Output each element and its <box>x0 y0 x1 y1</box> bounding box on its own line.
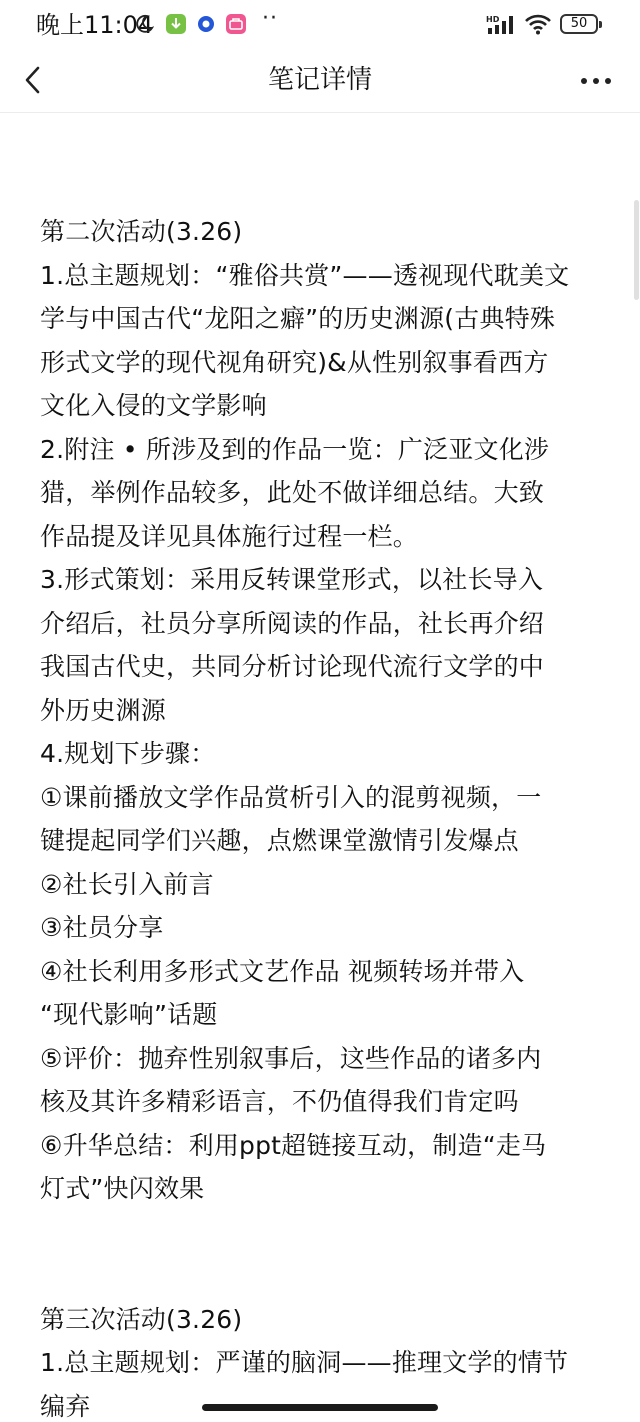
note-line: 文化入侵的文学影响 <box>40 391 267 420</box>
note-line: 1.总主题规划：严谨的脑洞——推理文学的情节 <box>40 1348 569 1377</box>
note-line: ④社长利用多形式文艺作品 视频转场并带入 <box>40 956 525 986</box>
scrollbar[interactable] <box>634 200 639 300</box>
signal-icon <box>486 13 518 35</box>
status-time: 晚上11:04 <box>36 11 154 39</box>
home-indicator[interactable] <box>202 1404 438 1411</box>
section-spacer <box>40 1211 615 1298</box>
note-line: 4.规划下步骤： <box>40 739 216 768</box>
note-content <box>40 210 615 1422</box>
nav-bar <box>0 50 640 113</box>
note-line: 我国古代史，共同分析讨论现代流行文学的中 <box>40 652 545 681</box>
note-line: ③社员分享 <box>40 913 164 942</box>
note-line: ⑥升华总结：利用ppt超链接互动，制造“走马 <box>40 1130 547 1160</box>
note-line: 核及其许多精彩语言，不仍值得我们肯定吗 <box>40 1087 519 1116</box>
note-line: ②社长引入前言 <box>40 869 214 899</box>
note-line: 第三次活动(3.26) <box>40 1304 243 1334</box>
network-type-label: HD <box>486 15 500 24</box>
note-line: “现代影响”话题 <box>40 1000 218 1029</box>
note-line: ⑤评价：抛弃性别叙事后，这些作品的诸多内 <box>40 1043 542 1073</box>
note-section-activity-2 <box>40 210 615 1211</box>
note-line: 第二次活动(3.26) <box>40 217 243 246</box>
browser-app-icon <box>196 14 216 34</box>
note-line: 1.总主题规划：“雅俗共赏”——透视现代耽美文 <box>40 260 570 290</box>
notification-dots-icon: ·· <box>262 6 278 31</box>
wifi-icon <box>524 13 552 35</box>
note-line: 编弃 <box>40 1391 91 1421</box>
download-app-icon <box>166 14 186 34</box>
note-line: 外历史渊源 <box>40 695 167 725</box>
more-options-button[interactable] <box>574 64 618 98</box>
note-line: 2.附注 • 所涉及到的作品一览：广泛亚文化涉 <box>40 434 550 464</box>
battery-icon: 50 <box>560 14 598 34</box>
note-line: 介绍后，社员分享所阅读的作品，社长再介绍 <box>40 608 545 638</box>
shopping-app-icon <box>226 14 246 34</box>
note-line: 形式文学的现代视角研究)&从性别叙事看西方 <box>40 347 549 377</box>
note-line: 作品提及详见具体施行过程一栏。 <box>40 521 419 551</box>
note-line: ①课前播放文学作品赏析引入的混剪视频，一 <box>40 782 542 812</box>
note-line: 学与中国古代“龙阳之癖”的历史渊源(古典特殊 <box>40 304 556 333</box>
note-line: 3.形式策划：采用反转课堂形式，以社长导入 <box>40 565 544 594</box>
note-line: 键提起同学们兴趣，点燃课堂激情引发爆点 <box>40 826 519 855</box>
note-line: 灯式”快闪效果 <box>40 1174 205 1203</box>
moon-icon <box>134 14 154 34</box>
status-bar <box>0 0 640 50</box>
note-line: 猎，举例作品较多，此处不做详细总结。大致 <box>40 478 545 507</box>
page-title: 笔记详情 <box>267 65 372 95</box>
